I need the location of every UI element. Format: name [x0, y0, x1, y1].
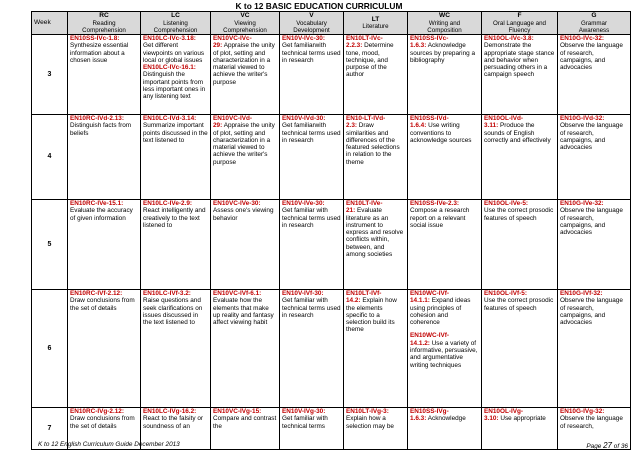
competency-text: Expand ideas using principles of cohesion and coherence — [410, 297, 471, 327]
competency-code: EN10G-IVd-32: — [560, 115, 605, 122]
competency-text: React to the falsity or soundness of an — [143, 415, 204, 430]
competency-code: EN10OL-IVf-5: — [484, 290, 527, 297]
competency-cell — [141, 35, 211, 115]
competency-text: Compare and contrast the — [213, 415, 277, 430]
week-number: 6 — [32, 290, 68, 408]
table-row — [32, 115, 631, 200]
competency-text: Appraise the unity of plot, setting and characterization in a material viewed to achieve the writer's purpose — [213, 122, 275, 166]
competency-text: Explain how the elements specific to a selection build its theme — [346, 297, 397, 334]
competency-text: Assess one's viewing behavior — [213, 207, 274, 222]
competency-code-cont: 21: — [346, 207, 356, 215]
competency-cell — [68, 35, 141, 115]
competency-cell — [211, 35, 280, 115]
header-row — [32, 12, 631, 35]
competency-code: EN10WC-IVf- — [410, 332, 450, 340]
competency-code: EN10OL-IVe-5: — [484, 200, 529, 207]
competency-text: Get familiarwith technical terms used in research — [282, 122, 341, 144]
competency-text: Draw conclusions from the set of details — [70, 297, 135, 312]
competency-cell — [280, 290, 344, 408]
competency-cell — [482, 200, 558, 290]
competency-cell — [408, 115, 482, 200]
curriculum-table — [31, 11, 631, 450]
competency-cell — [68, 115, 141, 200]
competency-text: React intelligently and creatively to the text listened to — [143, 207, 206, 229]
competency-code-cont: 29: — [213, 42, 223, 50]
competency-code: EN10OL-IVc-3.8: — [484, 35, 534, 42]
competency-code: EN10V-IVe-30: — [282, 200, 325, 207]
competency-cell — [482, 35, 558, 115]
competency-code: EN10LC-IVe-2.9: — [143, 200, 193, 207]
header-col: VC Viewing Comprehension — [211, 12, 280, 35]
competency-cell — [558, 35, 631, 115]
table-row — [32, 290, 631, 408]
competency-code: EN10RC-IVd-2.13: — [70, 115, 124, 122]
competency-cell — [280, 115, 344, 200]
competency-text: Evaluate the accuracy of given information — [70, 207, 133, 222]
competency-code: EN10OL-IVd- — [484, 115, 524, 122]
competency-text: Summarize important points discussed in the text listened to — [143, 122, 208, 144]
competency-cell — [482, 115, 558, 200]
competency-code: EN10RC-IVe-15.1: — [70, 200, 124, 207]
competency-text: Synthesize essential information about a chosen issue — [70, 42, 129, 64]
competency-code: EN10-LT-IVd- — [346, 115, 386, 122]
competency-code: EN10SS-IVg- — [410, 408, 449, 415]
competency-cell — [68, 200, 141, 290]
competency-cell — [211, 290, 280, 408]
competency-text: Use the correct prosodic features of speech — [484, 297, 554, 312]
competency-code-cont: 2.2.3: — [346, 42, 363, 50]
competency-cell — [211, 200, 280, 290]
header-col: RC Reading Comprehension — [68, 12, 141, 35]
competency-cell — [68, 290, 141, 408]
competency-code: EN10LC-IVf-3.2: — [143, 290, 191, 297]
competency-cell — [280, 35, 344, 115]
competency-code: EN10G-IVc-32: — [560, 35, 605, 42]
competency-code: EN10LT-IVc- — [346, 35, 383, 42]
competency-cell — [344, 200, 408, 290]
competency-text: Get familiar with technical terms used in research — [282, 207, 341, 229]
competency-cell — [211, 115, 280, 200]
competency-text: Acknowledge sources by preparing a bibliography — [410, 42, 476, 64]
competency-text: Produce the sounds of English correctly and effectively — [484, 122, 551, 144]
competency-text: Get familiar with technical terms used in research — [282, 297, 341, 319]
competency-code-cont: 1.6.4: — [410, 122, 427, 130]
competency-cell — [141, 115, 211, 200]
competency-code-cont: 3.10: — [484, 415, 499, 423]
competency-code: EN10V-IVg-30: — [282, 408, 326, 415]
competency-code-cont: 29: — [213, 122, 223, 130]
competency-code: EN10RC-IVg-2.12: — [70, 408, 124, 415]
competency-code: EN10SS-IVd- — [410, 115, 449, 122]
competency-cell — [408, 35, 482, 115]
competency-code: EN10VC-IVd- — [213, 115, 253, 122]
competency-text: Use appropriate — [500, 415, 546, 423]
competency-text: Observe the language of research, campaigns, and advocacies — [560, 122, 623, 152]
competency-cell — [280, 200, 344, 290]
table-row — [32, 35, 631, 115]
competency-code-cont: 1.6.3: — [410, 42, 427, 50]
footer-page-number: Page 27 of 36 — [586, 441, 628, 450]
competency-code-cont: 3.11: — [484, 122, 499, 130]
header-col: LC Listening Comprehension — [141, 12, 211, 35]
competency-code: EN10SS-IVc-1.8: — [70, 35, 120, 42]
header-col: WC Writing and Composition — [408, 12, 482, 35]
competency-cell — [408, 290, 482, 408]
competency-text: Get different viewpoints on various local or global issues — [143, 42, 205, 64]
header-col: G Grammar Awareness — [558, 12, 631, 35]
competency-cell — [280, 408, 344, 450]
competency-code: EN10G-IVg-32: — [560, 408, 605, 415]
header-col: V Vocabulary Development — [280, 12, 344, 35]
competency-text: Use a variety of informative, persuasive, and argumentative writing techniques — [410, 339, 478, 369]
competency-code: EN10G-IVf-32: — [560, 290, 603, 297]
competency-code: EN10LT-IVf- — [346, 290, 382, 297]
competency-text: Observe the language of research, — [560, 415, 623, 430]
competency-code: EN10SS-IVc- — [410, 35, 449, 42]
competency-code: EN10WC-IVf- — [410, 290, 450, 297]
competency-text: Get familiarwith technical terms used in research — [282, 42, 341, 64]
week-number: 4 — [32, 115, 68, 200]
competency-text: Evaluate how the elements that make up reality and fantasy affect viewing habit — [213, 297, 274, 327]
competency-text: Observe the language of research, campaigns, and advocacies — [560, 207, 623, 237]
competency-cell — [408, 200, 482, 290]
table-row — [32, 200, 631, 290]
competency-cell — [344, 35, 408, 115]
competency-text: Evaluate literature as an instrument to express and resolve conflicts within, between, and among societies — [346, 207, 404, 259]
competency-text: Raise questions and seek clarifications on issues discussed in the text listened to — [143, 297, 203, 327]
competency-text: Appraise the unity of plot, setting and characterization in a material viewed to achieve the writer's purpose — [213, 42, 275, 86]
competency-text: Get familiar with technical terms — [282, 415, 328, 430]
header-week: Week — [32, 12, 68, 35]
competency-text: Compose a research report on a relevant social issue — [410, 207, 470, 229]
competency-text: Observe the language of research, campaigns, and advocacies — [560, 297, 623, 327]
competency-code: EN10V-IVc-30: — [282, 35, 325, 42]
competency-cell — [482, 290, 558, 408]
competency-code-cont: 14.1.1: — [410, 297, 430, 305]
competency-code: EN10LT-IVg-3: — [346, 408, 389, 415]
competency-code: EN10OL-IVg- — [484, 408, 524, 415]
competency-cell — [558, 290, 631, 408]
competency-code-cont: 1.6.3: — [410, 415, 427, 423]
page-title: K to 12 BASIC EDUCATION CURRICULUM — [235, 1, 403, 11]
footer-doc-title: K to 12 English Curriculum Guide December 2013 — [38, 441, 180, 448]
competency-code: EN10RC-IVf-2.12: — [70, 290, 123, 297]
competency-cell — [141, 290, 211, 408]
competency-code: EN10V-IVd-30: — [282, 115, 326, 122]
header-col: LT Literature — [344, 12, 408, 35]
competency-text: Determine tone, mood, technique, and purpose of the author — [346, 42, 394, 79]
competency-text: Observe the language of research, campaigns, and advocacies — [560, 42, 623, 72]
competency-cell — [344, 115, 408, 200]
competency-cell — [211, 408, 280, 450]
competency-code-cont: 14.1.2: — [410, 339, 430, 347]
competency-text: Explain how a selection may be — [346, 415, 394, 430]
competency-code: EN10LC-IVc-16.1: — [143, 64, 196, 72]
competency-text: Acknowledge — [427, 415, 466, 423]
competency-text: Use the correct prosodic features of speech — [484, 207, 554, 222]
competency-text: Draw similarities and differences of the featured selections in relation to the theme — [346, 122, 400, 166]
competency-code: EN10LC-IVd-3.14: — [143, 115, 197, 122]
week-number: 5 — [32, 200, 68, 290]
competency-code: EN10G-IVe-32: — [560, 200, 604, 207]
competency-cell — [558, 200, 631, 290]
competency-code: EN10LC-IVg-16.2: — [143, 408, 197, 415]
competency-cell — [344, 290, 408, 408]
competency-cell — [344, 408, 408, 450]
week-number: 3 — [32, 35, 68, 115]
competency-code-cont: 14.2: — [346, 297, 361, 305]
competency-text: Distinguish the important points from less important ones in any listening text — [143, 71, 206, 101]
competency-text: Demonstrate the appropriate stage stance and behavior when persuading others in a campaign speech — [484, 42, 555, 79]
competency-cell — [482, 408, 558, 450]
header-col: F Oral Language and Fluency — [482, 12, 558, 35]
competency-cell — [141, 200, 211, 290]
competency-code: EN10V-IVf-30: — [282, 290, 324, 297]
competency-cell — [408, 408, 482, 450]
competency-text: Draw conclusions from the set of details — [70, 415, 135, 430]
competency-code-cont: 2.3: — [346, 122, 358, 130]
competency-code: EN10VC-IVc- — [213, 35, 252, 42]
competency-text: Distinguish facts from beliefs — [70, 122, 132, 137]
competency-cell — [558, 115, 631, 200]
competency-code: EN10SS-IVe-2.3: — [410, 200, 460, 207]
competency-code: EN10LC-IVc-3.18: — [143, 35, 196, 42]
competency-code: EN10VC-IVe-30: — [213, 200, 261, 207]
week-number: 7 — [32, 408, 68, 450]
competency-text: Use writing conventions to acknowledge sources — [410, 122, 472, 144]
competency-code: EN10VC-IVf-6.1: — [213, 290, 262, 297]
competency-code: EN10LT-IVe- — [346, 200, 383, 207]
competency-code: EN10VC-IVg-15: — [213, 408, 262, 415]
